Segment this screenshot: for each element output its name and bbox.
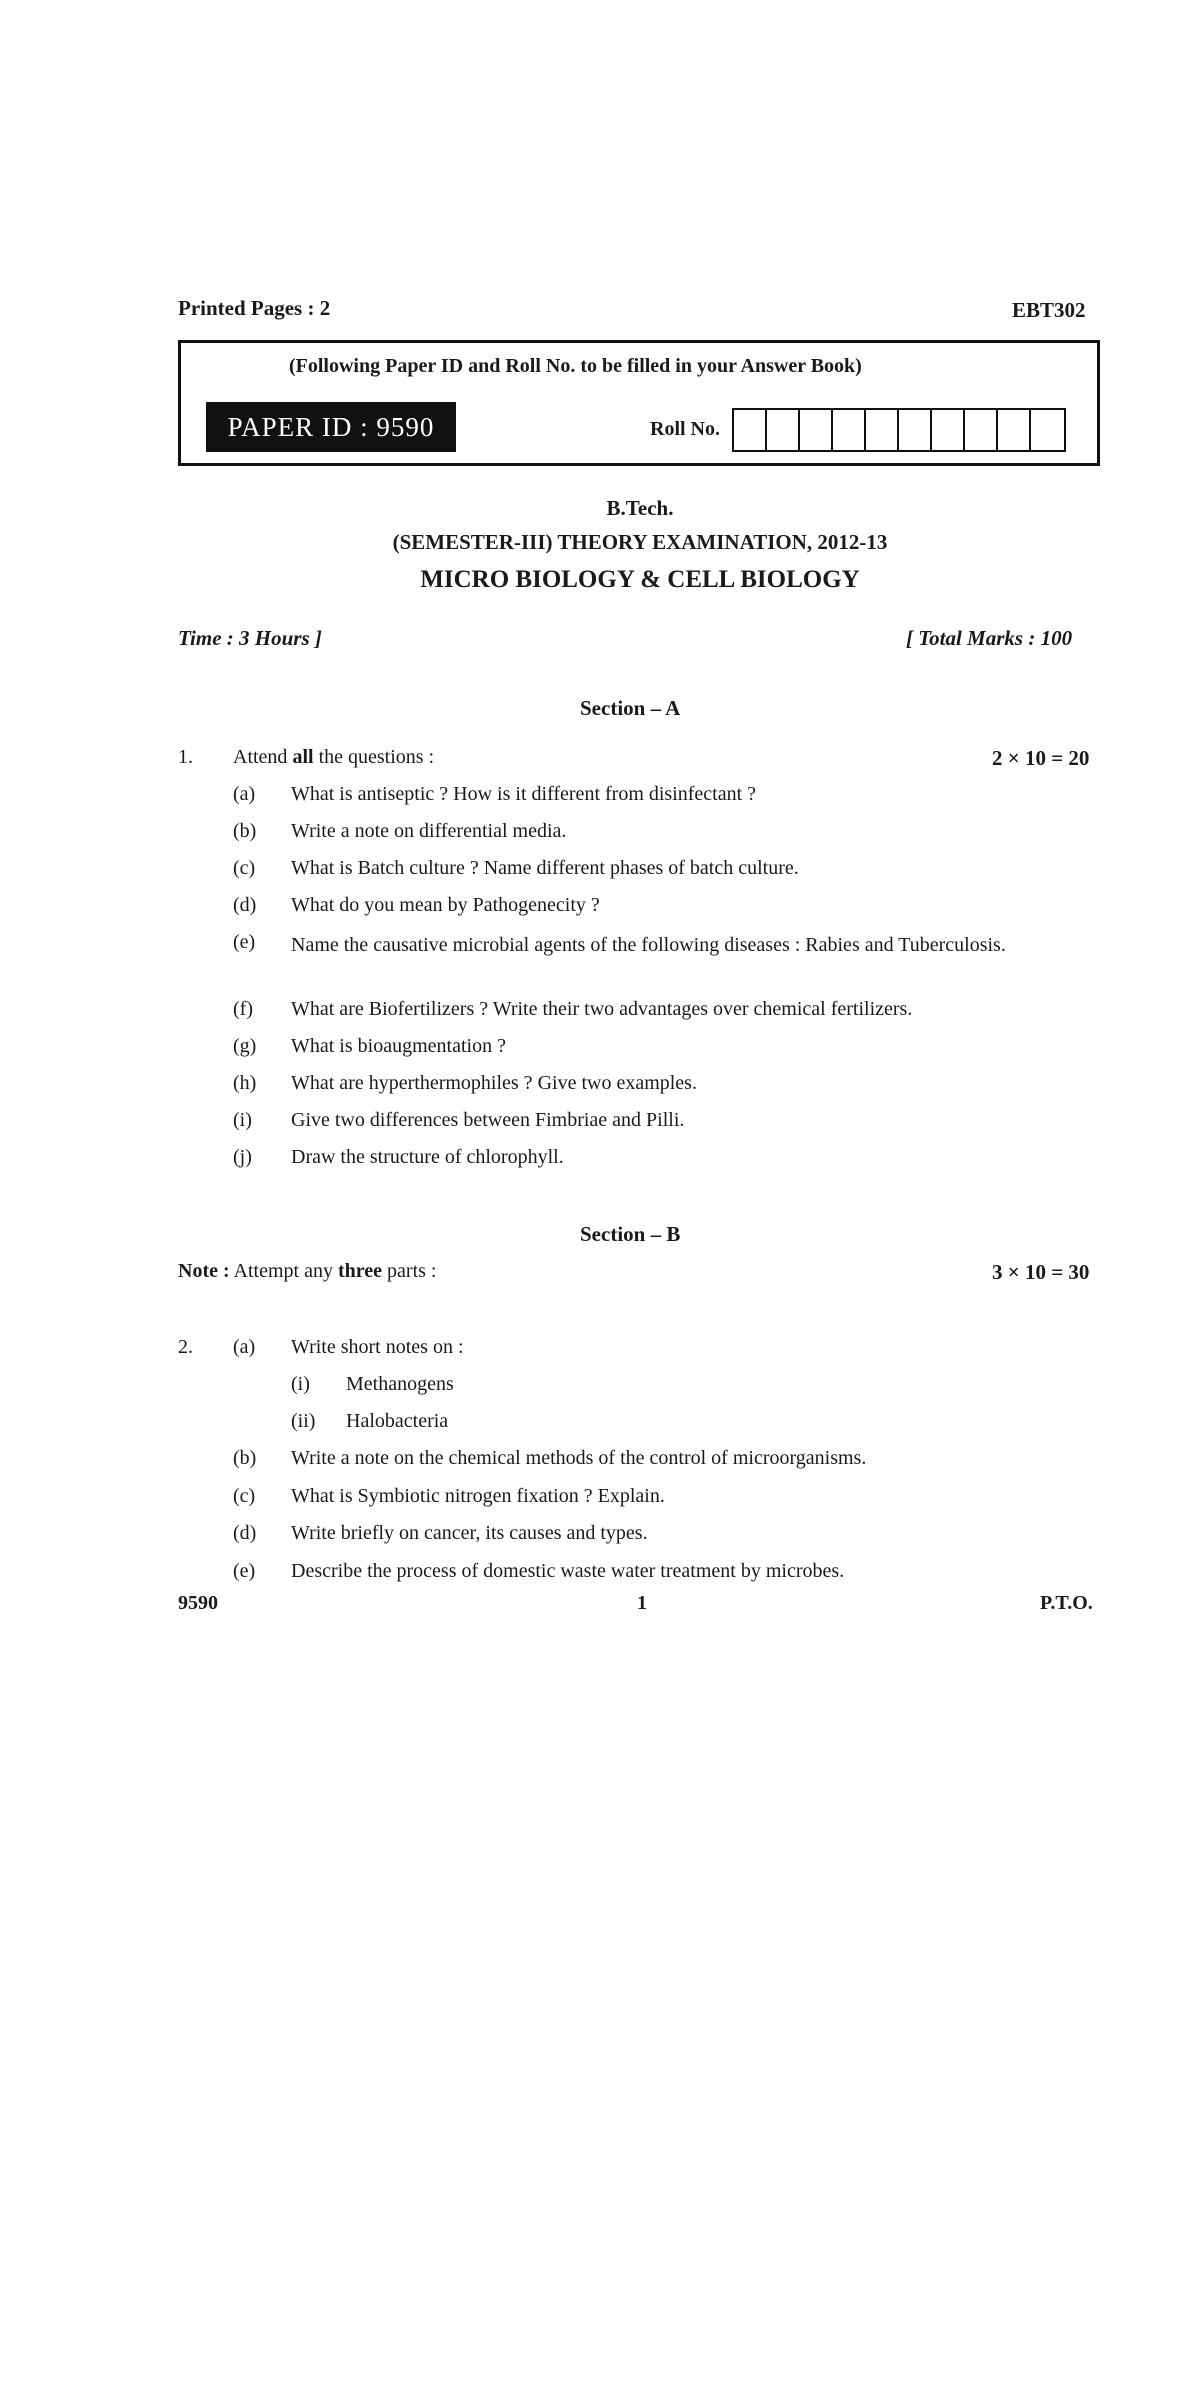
question-text: What is Symbiotic nitrogen fixation ? Explain.	[291, 1485, 665, 1507]
question-text: Write short notes on :	[291, 1336, 464, 1358]
question-label: (b)	[233, 820, 257, 842]
section-b-note: Note : Attempt any three parts :	[178, 1260, 437, 1282]
sub-question-label: (i)	[291, 1373, 310, 1395]
question-text: Give two differences between Fimbriae and Pilli.	[291, 1109, 685, 1131]
question-label: (c)	[233, 1485, 256, 1507]
question-text: Name the causative microbial agents of the following diseases : Rabies and Tuberculosis.	[291, 934, 1006, 956]
exam-title: (SEMESTER-III) THEORY EXAMINATION, 2012-13	[392, 530, 888, 554]
question-label: (j)	[233, 1146, 252, 1168]
roll-digit-box	[767, 410, 800, 450]
question-label: (i)	[233, 1109, 252, 1131]
question-text: Draw the structure of chlorophyll.	[291, 1146, 564, 1168]
question-number: 2.	[178, 1336, 193, 1358]
question-label: (b)	[233, 1447, 257, 1469]
roll-digit-box	[998, 410, 1031, 450]
instruction-note: (Following Paper ID and Roll No. to be filled in your Answer Book)	[289, 355, 862, 377]
question-text: Write briefly on cancer, its causes and types.	[291, 1522, 648, 1544]
pto-note: P.T.O.	[1040, 1592, 1093, 1614]
section-a-instruction: Attend all the questions :	[233, 746, 435, 768]
footer-paper-code: 9590	[178, 1592, 218, 1614]
roll-digit-box	[833, 410, 866, 450]
page-number: 1	[637, 1592, 647, 1614]
total-marks: [ Total Marks : 100	[906, 626, 1073, 650]
section-b-marks: 3 × 10 = 30	[992, 1260, 1090, 1284]
question-text: Write a note on differential media.	[291, 820, 567, 842]
roll-digit-box	[965, 410, 998, 450]
question-text: What is Batch culture ? Name different phases of batch culture.	[291, 857, 799, 879]
sub-question-text: Methanogens	[346, 1373, 454, 1395]
paper-id-badge: PAPER ID : 9590	[206, 402, 456, 452]
question-label: (h)	[233, 1072, 257, 1094]
question-text: What is antiseptic ? How is it different from disinfectant ?	[291, 783, 757, 805]
question-label: (g)	[233, 1035, 257, 1057]
question-label: (f)	[233, 998, 253, 1020]
section-a-heading: Section – A	[580, 696, 681, 720]
time-allowed: Time : 3 Hours ]	[178, 626, 322, 650]
section-a-marks: 2 × 10 = 20	[992, 746, 1090, 770]
roll-digit-box	[866, 410, 899, 450]
degree-title: B.Tech.	[606, 496, 674, 520]
question-label: (a)	[233, 783, 256, 805]
question-text: What are Biofertilizers ? Write their two advantages over chemical fertilizers.	[291, 998, 913, 1020]
roll-digit-box	[932, 410, 965, 450]
roll-no-label: Roll No.	[650, 418, 720, 440]
roll-digit-box	[800, 410, 833, 450]
sub-question-label: (ii)	[291, 1410, 316, 1432]
question-label: (d)	[233, 894, 257, 916]
printed-pages: Printed Pages : 2	[178, 296, 331, 320]
question-text: Write a note on the chemical methods of the control of microorganisms.	[291, 1447, 867, 1469]
question-label: (e)	[233, 1560, 256, 1582]
roll-digit-box	[1031, 410, 1064, 450]
sub-question-text: Halobacteria	[346, 1410, 449, 1432]
question-label: (a)	[233, 1336, 256, 1358]
question-text: Describe the process of domestic waste water treatment by microbes.	[291, 1560, 845, 1582]
question-text: What do you mean by Pathogenecity ?	[291, 894, 600, 916]
section-b-heading: Section – B	[580, 1222, 681, 1246]
question-label: (e)	[233, 931, 256, 953]
question-text: What is bioaugmentation ?	[291, 1035, 506, 1057]
subject-title: MICRO BIOLOGY & CELL BIOLOGY	[420, 566, 860, 593]
roll-no-boxes	[732, 408, 1066, 452]
roll-digit-box	[734, 410, 767, 450]
paper-code: EBT302	[1012, 298, 1086, 322]
question-label: (d)	[233, 1522, 257, 1544]
question-text: What are hyperthermophiles ? Give two examples.	[291, 1072, 697, 1094]
roll-digit-box	[899, 410, 932, 450]
question-label: (c)	[233, 857, 256, 879]
question-number: 1.	[178, 746, 193, 768]
